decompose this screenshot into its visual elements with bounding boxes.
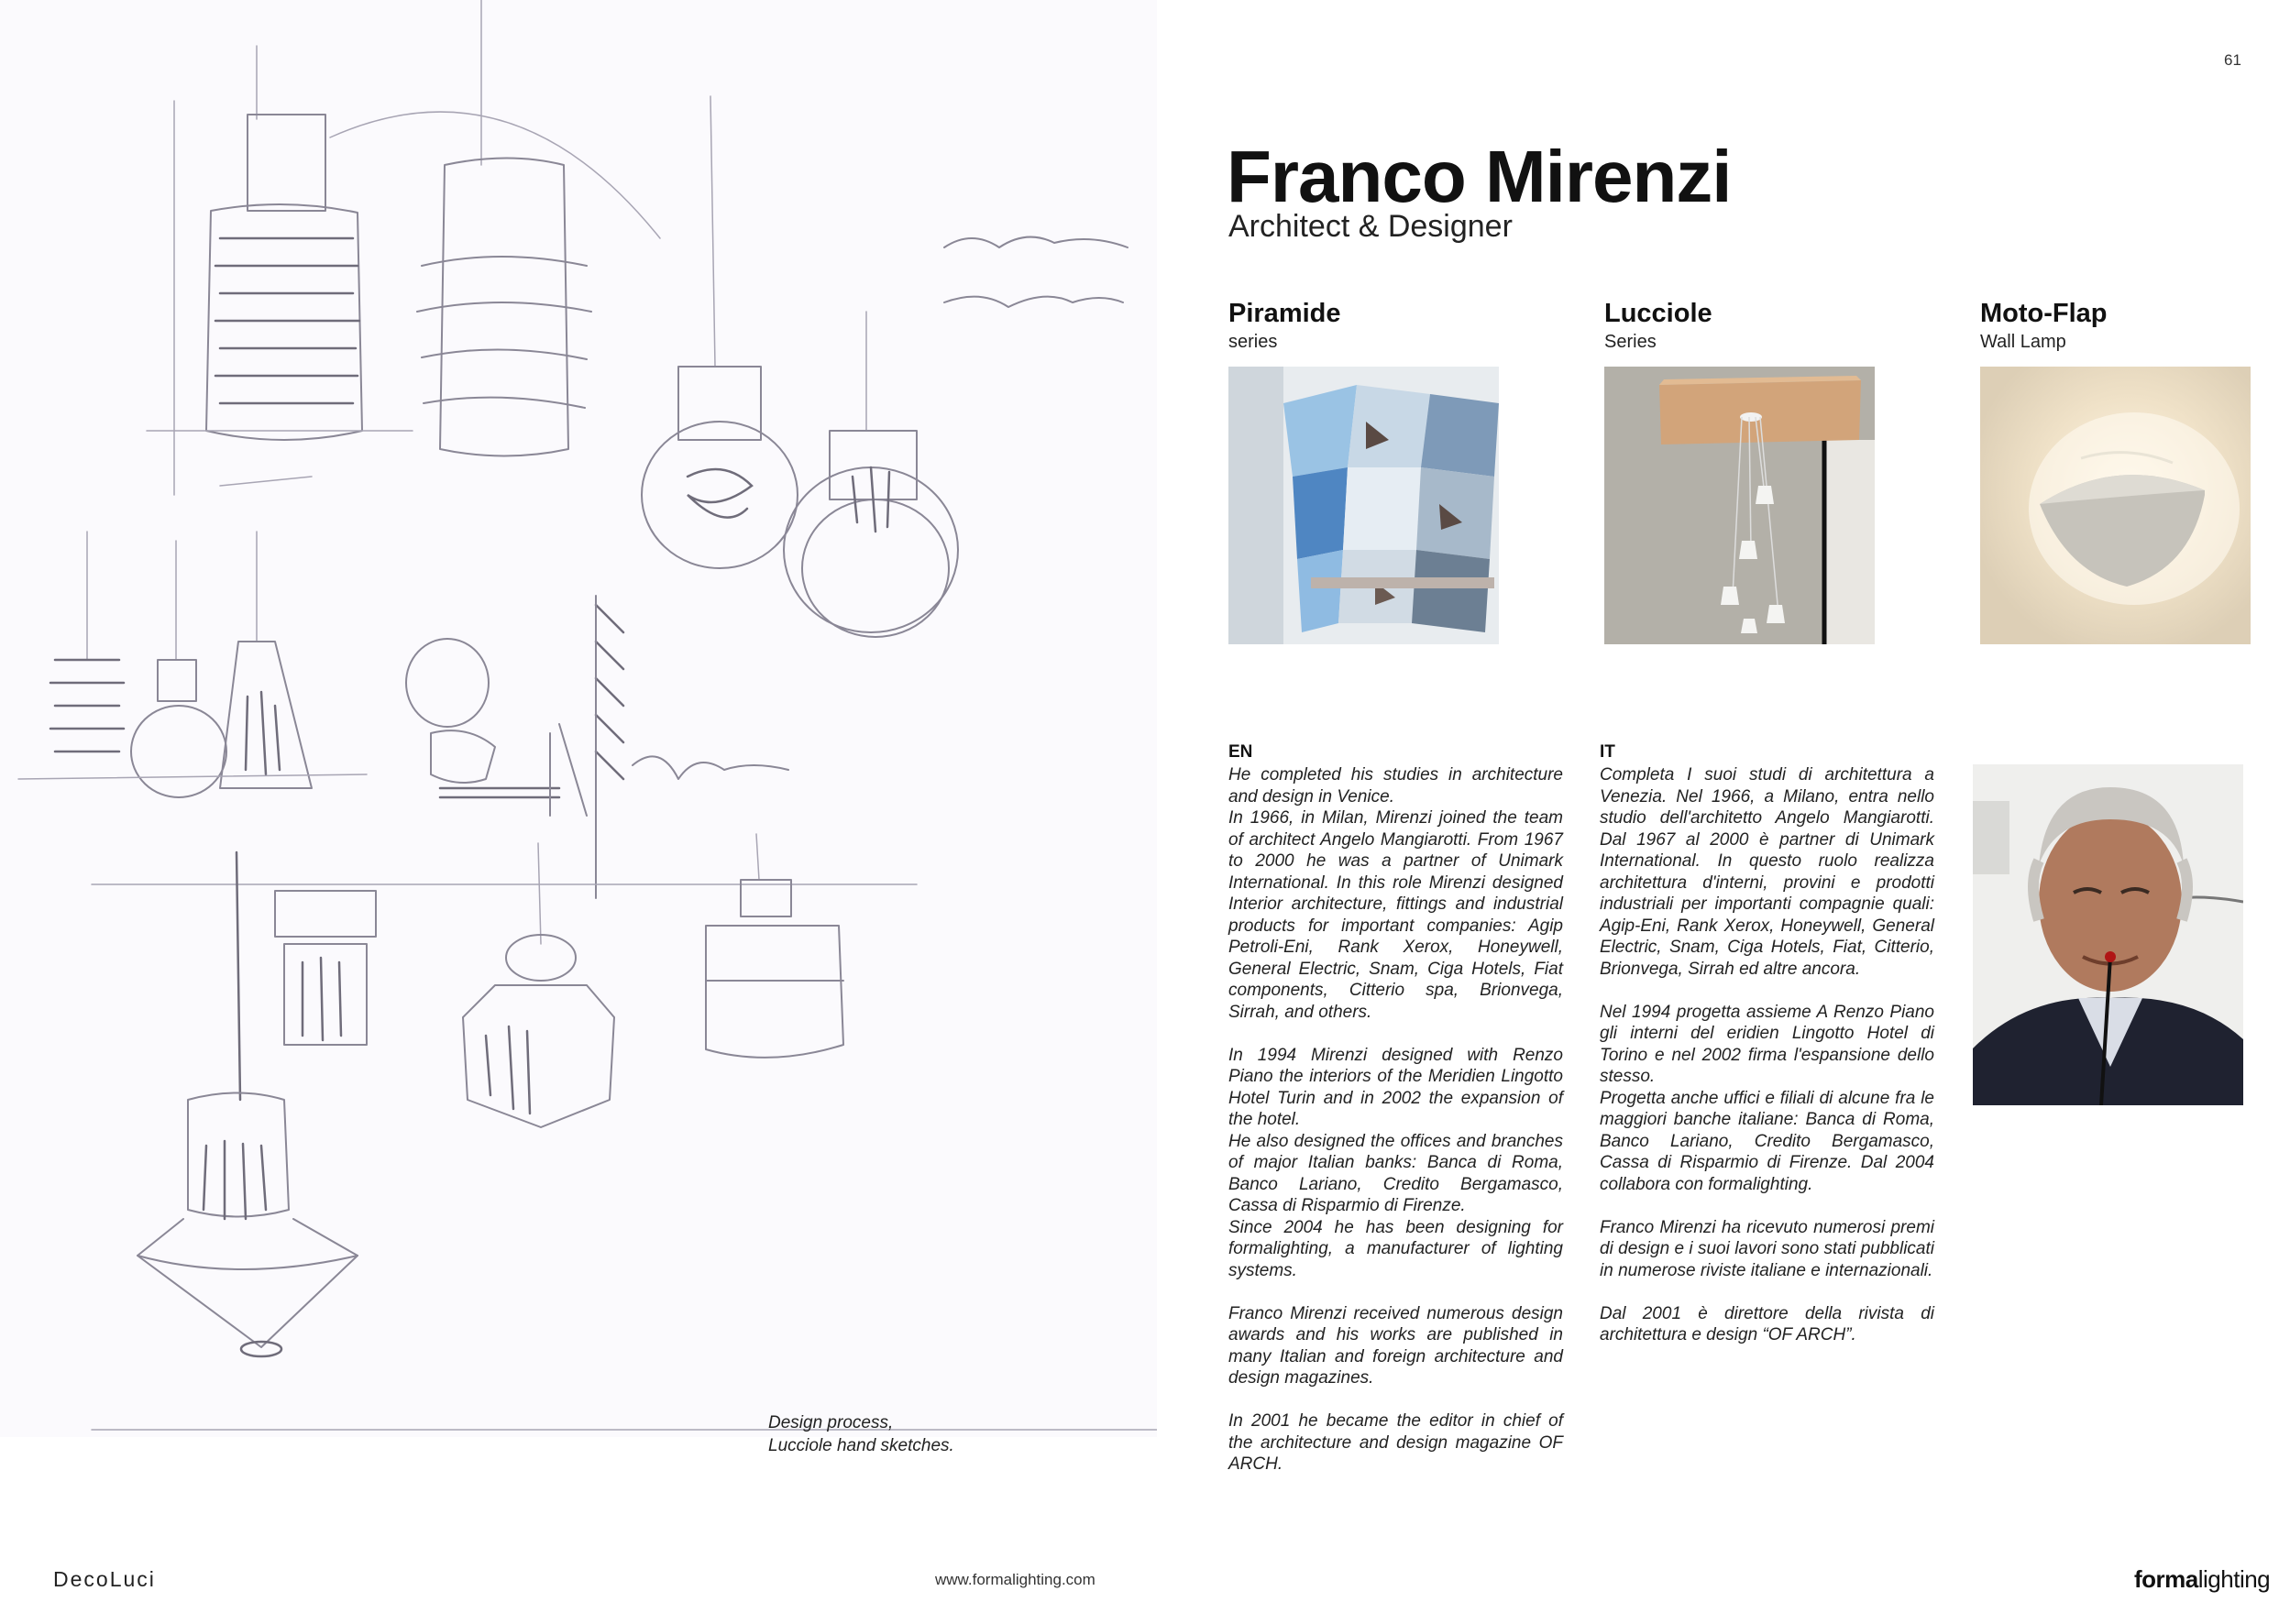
bio-en-label: EN <box>1228 742 1253 762</box>
lucciole-photo <box>1604 367 1875 644</box>
footer-publication-name: DecoLuci <box>53 1567 156 1591</box>
bio-en-paragraph: He also designed the offices and branches of major Italian banks: Banca di Roma, Banco Lariano, Credito Bergamasco, Cassa di Risparmio di Firenze. <box>1228 1131 1563 1215</box>
bio-en-paragraph: In 1966, in Milan, Mirenzi joined the team of architect Angelo Mangiarotti. From 1967 to 2000 he was a partner of Unimark International. In this role Mirenzi designed Interior architecture, fittings and industrial products for important companies: Agip Petroli-Eni, Rank Xerox, Honeywell, General Electric, Snam, Ciga Hotels, Fiat components, Citterio spa, Brionvega, Sirrah, and others. <box>1228 808 1563 1022</box>
bio-it-label: IT <box>1600 742 1615 762</box>
page-number-right: 61 <box>2224 51 2241 69</box>
moto-flap-photo <box>1980 367 2251 644</box>
product-subtitle-moto-flap: Wall Lamp <box>1980 332 2066 352</box>
designer-role: Architect & Designer <box>1228 209 1513 244</box>
bio-en-text <box>1228 764 1563 1476</box>
bio-en-paragraph: In 2001 he became the editor in chief of the architecture and design magazine OF ARCH. <box>1228 1411 1563 1474</box>
brand-logo-light: lighting <box>2197 1565 2271 1593</box>
designer-portrait-photo <box>1973 764 2243 1105</box>
footer-website-link[interactable]: www.formalighting.com <box>935 1571 1095 1588</box>
product-title-moto-flap: Moto-Flap <box>1980 299 2108 328</box>
brand-logo-bold: forma <box>2134 1565 2198 1593</box>
bio-it-paragraph: Franco Mirenzi ha ricevuto numerosi premi di design e i suoi lavori sono stati pubblicati in numerose riviste italiane e internazionali. <box>1600 1217 1934 1280</box>
piramide-photo <box>1228 367 1499 644</box>
bio-it-paragraph: Nel 1994 progetta assieme A Renzo Piano gli interni del eridien Lingotto Hotel di Torino e nel 2002 firma l'espansione dello stesso. <box>1600 1002 1934 1086</box>
product-subtitle-lucciole: Series <box>1604 332 1657 352</box>
lucciole-sketch-image <box>0 0 1157 1437</box>
designer-name: Franco Mirenzi <box>1227 136 1732 217</box>
bio-en-paragraph: Since 2004 he has been designing for formalighting, a manufacturer of lighting systems. <box>1228 1217 1563 1280</box>
caption-line-1: Design process, <box>768 1413 894 1432</box>
sketch-caption <box>768 1411 954 1457</box>
bio-it-paragraph: Completa I suoi studi di architettura a Venezia. Nel 1966, a Milano, entra nello studio dell'architetto Angelo Mangiarotti. Dal 1967 al 2000 è partner di Unimark International. In questo ruolo realizza architettura d'interni, provini e prodotti industriali per importanti compagnie quali: Agip-Eni, Rank Xerox, Honeywell, General Electric, Snam, Ciga Hotels, Fiat, Citterio, Brionvega, Sirrah ed altre ancora. <box>1600 765 1934 979</box>
footer-brand-logo <box>2134 1565 2270 1594</box>
bio-en-paragraph: Franco Mirenzi received numerous design awards and his works are published in many Italian and foreign architecture and design magazines. <box>1228 1303 1563 1388</box>
bio-en-paragraph: In 1994 Mirenzi designed with Renzo Piano the interiors of the Meridien Lingotto Hotel Turin and in 2002 the expansion of the hotel. <box>1228 1045 1563 1129</box>
product-subtitle-piramide: series <box>1228 332 1278 352</box>
caption-line-2: Lucciole hand sketches. <box>768 1436 954 1455</box>
product-title-piramide: Piramide <box>1228 299 1341 328</box>
bio-it-text <box>1600 764 1934 1346</box>
bio-it-paragraph: Progetta anche uffici e filiali di alcune fra le maggiori banche italiane: Banca di Roma, Banco Lariano, Credito Bergamasco, Cassa di Risparmio di Firenze. Dal 2004 collabora con formalighting. <box>1600 1088 1934 1194</box>
bio-en-paragraph: He completed his studies in architecture and design in Venice. <box>1228 765 1563 807</box>
bio-it-paragraph: Dal 2001 è direttore della rivista di architettura e design “OF ARCH”. <box>1600 1303 1934 1344</box>
product-title-lucciole: Lucciole <box>1604 299 1712 328</box>
